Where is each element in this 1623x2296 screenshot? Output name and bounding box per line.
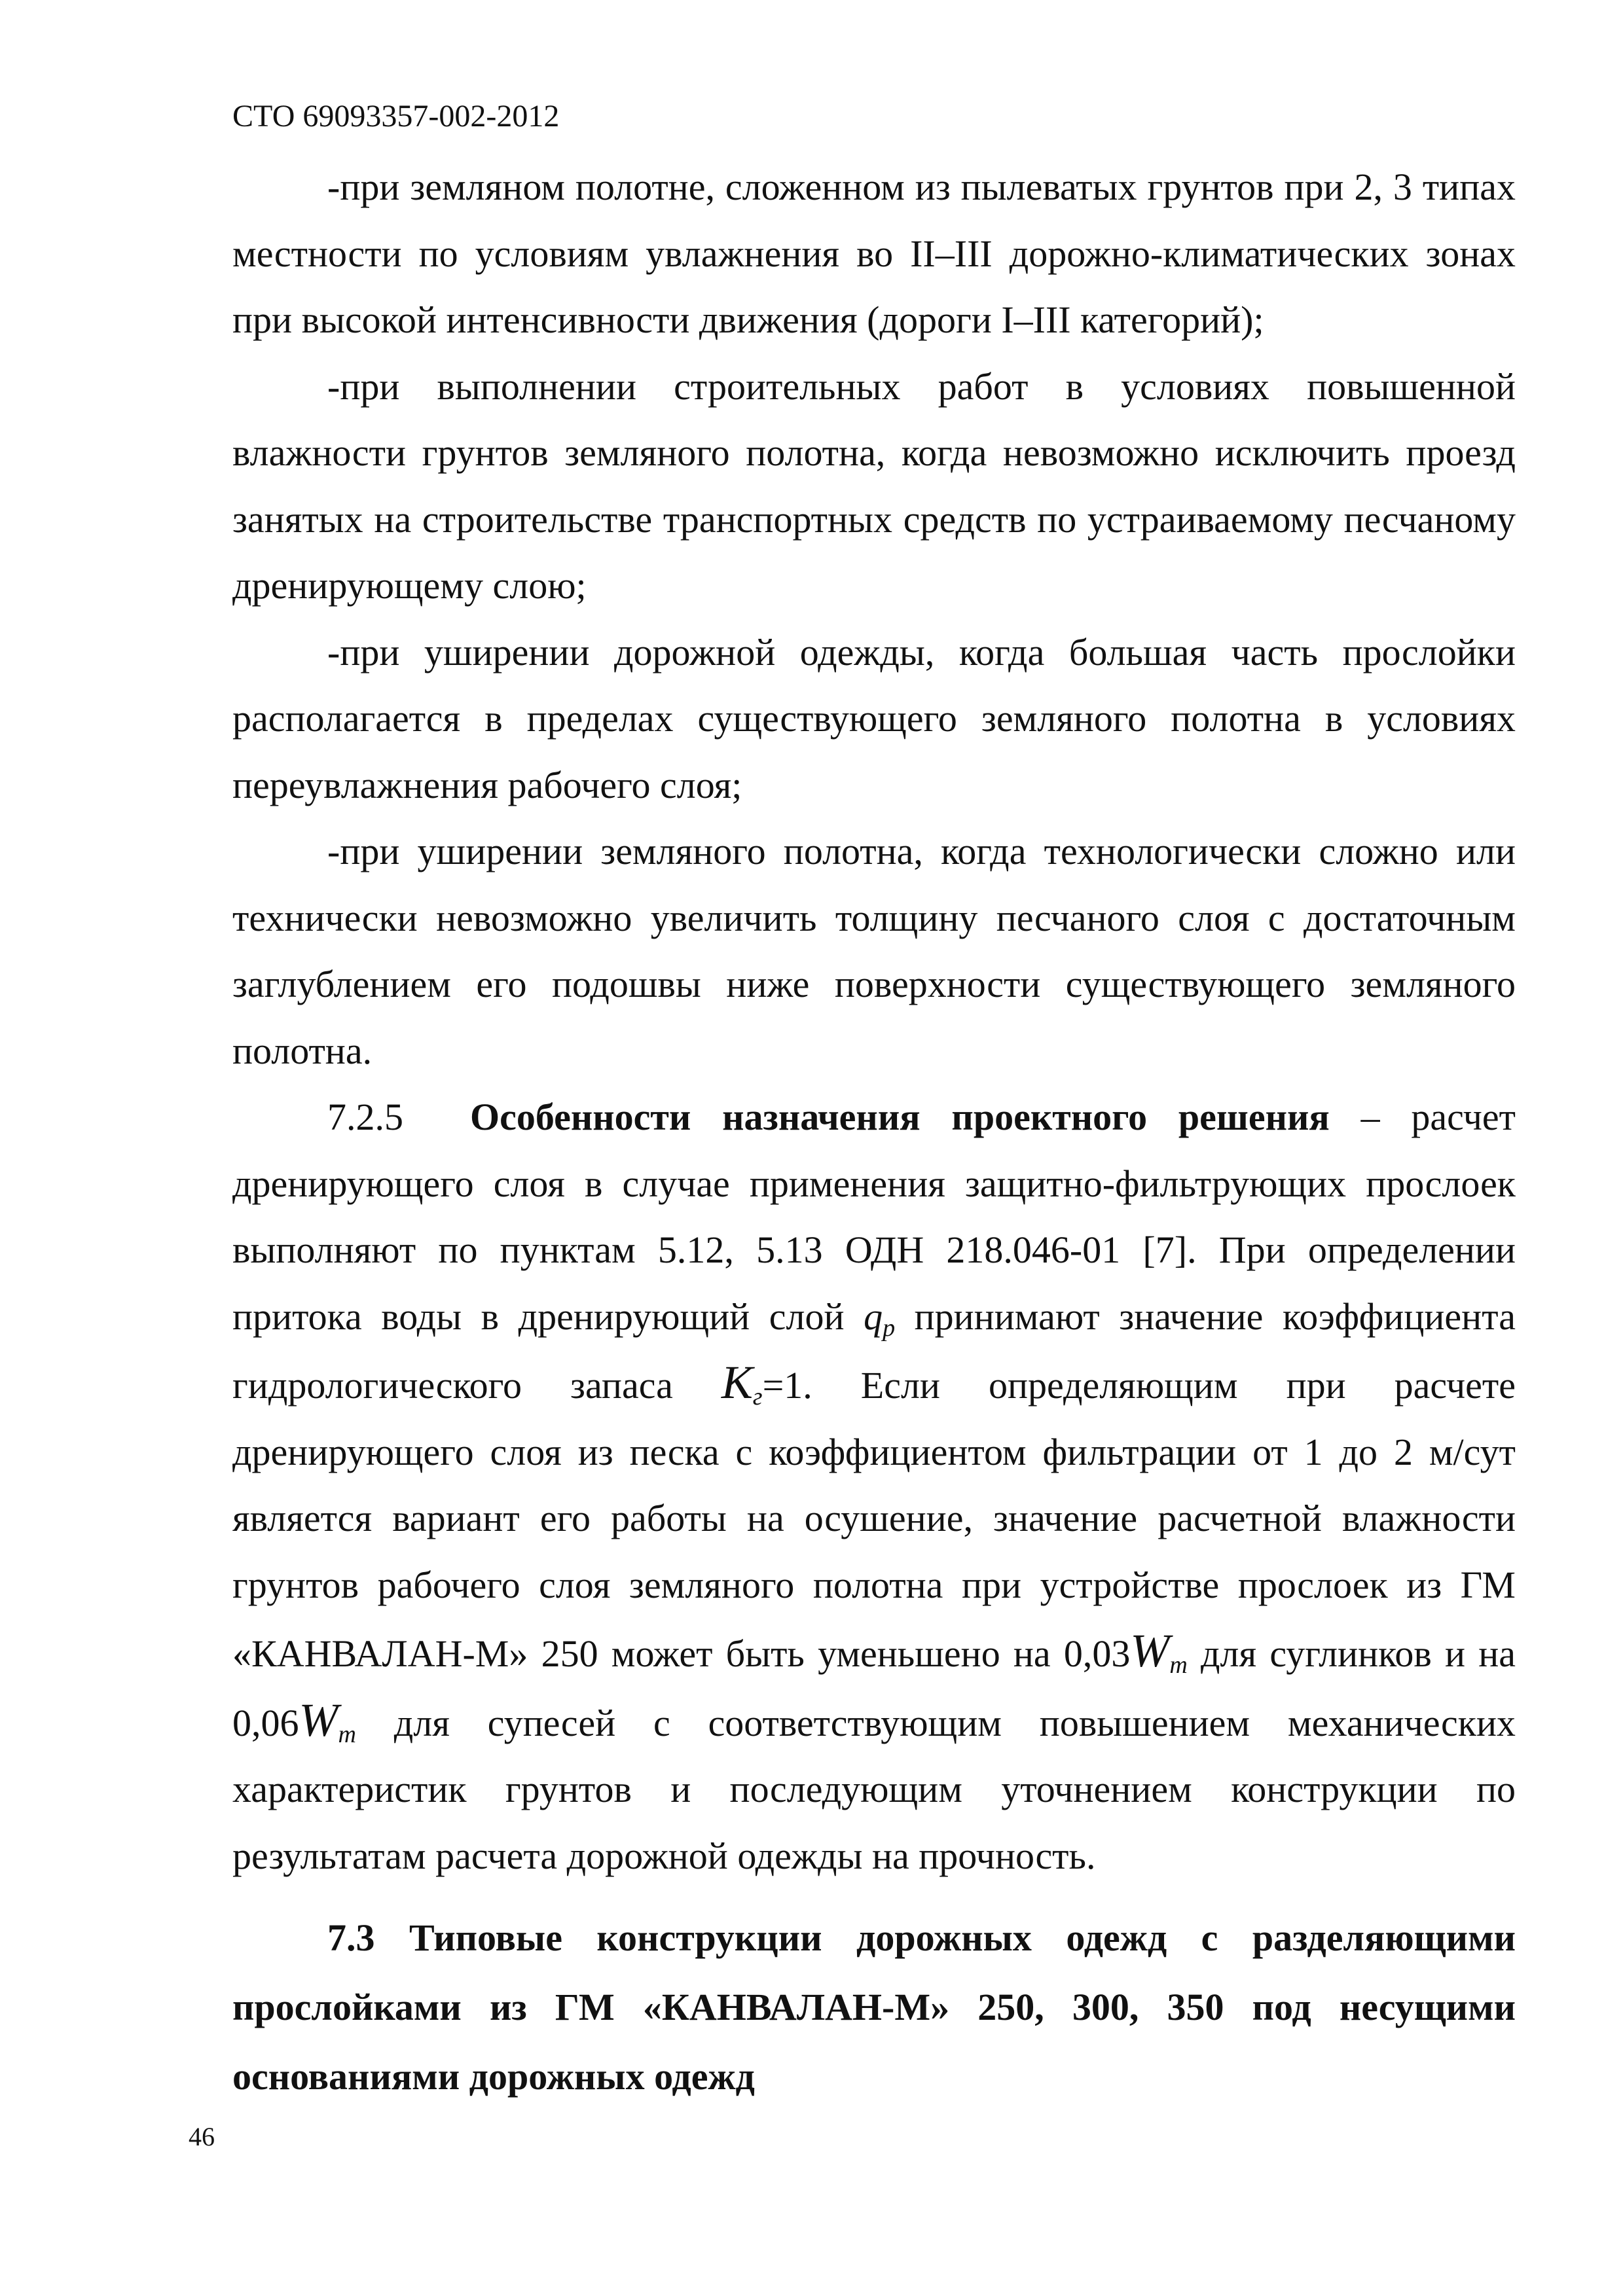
section-7-3-heading: [232, 1903, 1516, 2111]
bullet-paragraph-2: -при выполнении строительных работ в условиях повышенной влажности грунтов земляного полотна, когда невозможно исключить проезд занятых на строительстве транспортных средств по устраиваемому песчаному дренирующему слою;: [232, 365, 1516, 607]
document-code: СТО 69093357-002-2012: [232, 99, 560, 134]
section-text-part-5: для супесей с соответствующим повышением механических характеристик грунтов и последующим уточнением конструкции по результатам расчета дорожной одежды на прочность.: [232, 1701, 1516, 1877]
section-text-part-4: для суглинков и на 0,06: [232, 1632, 1516, 1744]
bullet-paragraph-1: -при земляном полотне, сложенном из пылеватых грунтов при 2, 3 типах местности по условиям увлажнения во II–III дорожно-климатических зонах при высокой интенсивности движения (дороги I–III категорий);: [232, 166, 1516, 341]
symbol-w: $W_т$: [299, 1693, 356, 1748]
section-number: 7.3: [327, 1916, 375, 1959]
symbol-q: $q_р$: [864, 1295, 896, 1342]
bullet-paragraph-3: -при уширении дорожной одежды, когда большая часть прослойки располагается в пределах существующего земляного полотна в условиях переувлажнения рабочего слоя;: [232, 630, 1516, 806]
section-text-part-3: =1. Если определяющим при расчете дренирующего слоя из песка с коэффициентом фильтрации от 1 до 2 м/сут является вариант его работы на осушение, значение расчетной влажности грунтов рабочего слоя земляного полотна при устройстве прослоек из ГМ «КАНВАЛАН-М» 250 может быть уменьшено на 0,03: [232, 1364, 1516, 1675]
section-text-part-2: принимают значение коэффициента гидрологического запаса: [232, 1295, 1516, 1407]
section-title: Особенности назначения проектного решения: [470, 1096, 1330, 1138]
section-title: Типовые конструкции дорожных одежд с разделяющими прослойками из ГМ «КАНВАЛАН-М» 250, 300, 350 под несущими основаниями дорожных одежд: [232, 1916, 1516, 2098]
symbol-w: $W_т$: [1130, 1624, 1188, 1679]
page-number: 46: [189, 2122, 215, 2151]
page-content: [232, 154, 1516, 2111]
section-text-part-1: – расчет дренирующего слоя в случае применения защитно-фильтрующих прослоек выполняют по пунктам 5.12, 5.13 ОДН 218.046-01 [7]. При определении притока воды в дренирующий слой: [232, 1096, 1516, 1338]
section-7-2-5-paragraph: [232, 1084, 1516, 1889]
section-number: 7.2.5: [327, 1096, 403, 1138]
symbol-k: $К_г$: [721, 1356, 763, 1410]
bullet-paragraph-4: -при уширении земляного полотна, когда технологически сложно или технически невозможно увеличить толщину песчаного слоя с достаточным заглублением его подошвы ниже поверхности существующего земляного полотна.: [232, 830, 1516, 1072]
